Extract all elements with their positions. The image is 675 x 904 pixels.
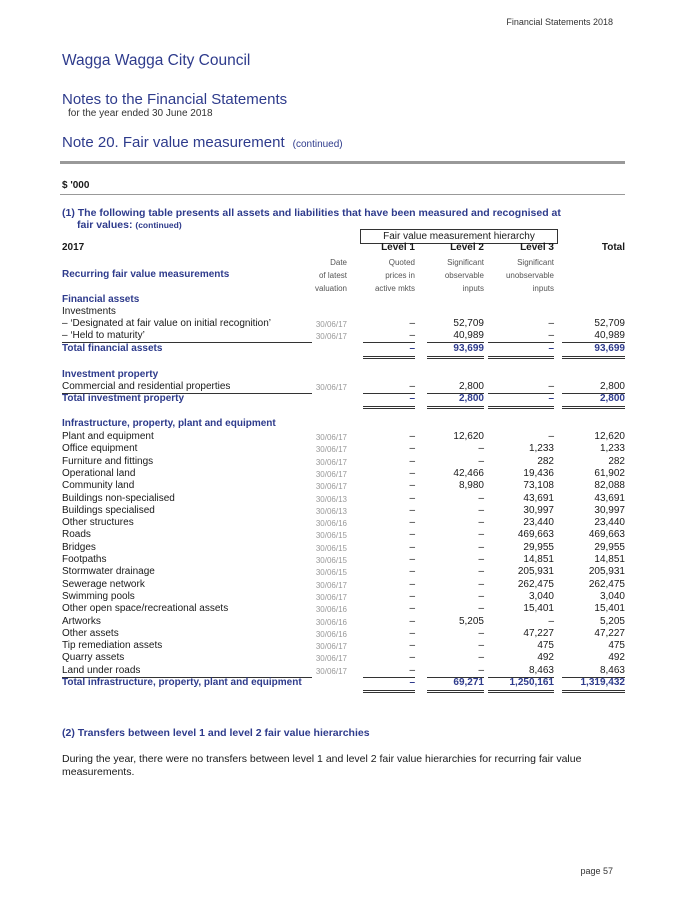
table-row-level1: – — [409, 664, 415, 676]
table-row-level1: – — [409, 381, 415, 392]
table-row-level3: – — [548, 381, 554, 392]
table-row-level2: – — [478, 541, 484, 553]
table-row-level1: – — [409, 566, 415, 578]
table-row-total: 262,475 — [588, 578, 625, 590]
table-row-level3: 8,463 — [528, 664, 554, 676]
table-row-label: Roads — [62, 529, 91, 541]
document-header: Financial Statements 2018 — [506, 17, 613, 27]
table-row-level2: – — [478, 590, 484, 602]
table-row-label: Bridges — [62, 541, 96, 553]
column-subheader: Significant — [517, 258, 554, 267]
unit-label: $ '000 — [62, 180, 90, 191]
notes-title: Notes to the Financial Statements — [62, 91, 288, 108]
table-row-total: 2,800 — [599, 381, 625, 392]
total-double-underline — [562, 406, 625, 409]
table-row-total: 61,902 — [594, 467, 625, 479]
table-row-label: Footpaths — [62, 554, 107, 565]
table-row-total: 52,709 — [594, 318, 625, 329]
total-double-underline — [363, 356, 415, 359]
section2-text: During the year, there were no transfers between level 1 and level 2 fair value hierarchies for recurring fair value measurements. — [62, 753, 582, 778]
total-double-underline — [562, 356, 625, 359]
table-row-total: 492 — [608, 652, 625, 664]
table-row-level3: 282 — [537, 455, 554, 467]
table-row-label: Operational land — [62, 467, 136, 479]
table-row-date: 30/06/17 — [315, 457, 347, 467]
table-row-total: 30,997 — [594, 504, 625, 516]
total-double-underline — [488, 690, 554, 693]
total-double-underline — [363, 690, 415, 693]
table-row-label: Other assets — [62, 627, 119, 639]
table-row-label: Other open space/recreational assets — [62, 603, 229, 615]
table-row-level3: 1,233 — [528, 443, 554, 455]
section-heading: Infrastructure, property, plant and equipment — [62, 418, 276, 429]
table-row-level2: – — [478, 443, 484, 455]
total-double-underline — [488, 356, 554, 359]
table-row-level3: – — [548, 615, 554, 627]
table-row-level1: – — [409, 431, 415, 442]
table-row-label: Buildings non-specialised — [62, 492, 175, 504]
table-row-level2: – — [478, 554, 484, 565]
section1-title — [62, 207, 622, 231]
table-row-level3: 23,440 — [523, 517, 554, 529]
table-row-date: 30/06/17 — [315, 383, 347, 392]
column-subheader: Quoted — [388, 258, 415, 267]
table-row-date: 30/06/15 — [315, 556, 347, 565]
section-total-label: Total financial assets — [62, 342, 163, 354]
table-row-total: 43,691 — [594, 492, 625, 504]
column-subheader: inputs — [462, 284, 484, 293]
table-row-total: 12,620 — [594, 431, 625, 442]
table-row-total: 3,040 — [599, 590, 625, 602]
section-total-level3: – — [548, 393, 554, 405]
table-row-total: 14,851 — [594, 554, 625, 565]
section2-title: (2) Transfers between level 1 and level 2 fair value hierarchies — [62, 727, 370, 739]
table-row-level2: 12,620 — [453, 431, 484, 442]
column-subheader: prices in — [385, 271, 415, 280]
section-total-total: 2,800 — [599, 393, 625, 405]
column-subheader: of latest — [318, 271, 347, 280]
table-row-level2: 5,205 — [458, 615, 484, 627]
section1-continued: (continued) — [135, 220, 182, 230]
table-row-level3: 30,997 — [523, 504, 554, 516]
total-double-underline — [427, 356, 484, 359]
table-row-level1: – — [409, 330, 415, 342]
top-divider — [60, 161, 625, 164]
table-row-level1: – — [409, 318, 415, 329]
column-subheader: valuation — [314, 284, 347, 293]
table-row-level3: 15,401 — [523, 603, 554, 615]
table-row-date: 30/06/17 — [315, 592, 347, 602]
section-heading: Investment property — [62, 369, 159, 380]
table-row-level1: – — [409, 480, 415, 492]
column-subheader: Significant — [447, 258, 484, 267]
table-row-level2: 52,709 — [453, 318, 484, 329]
table-row-level1: – — [409, 455, 415, 467]
table-row-level1: – — [409, 517, 415, 529]
table-row-date: 30/06/16 — [315, 519, 347, 529]
table-row-level2: – — [478, 627, 484, 639]
table-row-label: Commercial and residential properties — [62, 381, 231, 392]
section1-line1: (1) The following table presents all assets and liabilities that have been measured and recognised at — [62, 207, 561, 219]
table-row-level3: 19,436 — [523, 467, 554, 479]
table-row-level3: 47,227 — [523, 627, 554, 639]
table-row-level2: – — [478, 652, 484, 664]
table-row-level2: – — [478, 578, 484, 590]
period-subtitle: for the year ended 30 June 2018 — [68, 108, 213, 119]
table-row-level1: – — [409, 443, 415, 455]
table-row-label: Buildings specialised — [62, 504, 155, 516]
table-row-level2: 8,980 — [458, 480, 484, 492]
table-row-level2: – — [478, 492, 484, 504]
table-row-level1: – — [409, 615, 415, 627]
recurring-heading: Recurring fair value measurements — [62, 269, 230, 280]
table-row-level1: – — [409, 627, 415, 639]
total-double-underline — [427, 406, 484, 409]
table-row-level3: 73,108 — [523, 480, 554, 492]
table-row-date: 30/06/15 — [315, 568, 347, 578]
table-row-label: Swimming pools — [62, 590, 135, 602]
table-row-date: 30/06/17 — [315, 482, 347, 492]
table-row-date: 30/06/16 — [315, 617, 347, 627]
note-continued: (continued) — [292, 139, 343, 150]
table-row-total: 82,088 — [594, 480, 625, 492]
table-row-date: 30/06/17 — [315, 469, 347, 479]
table-row-label: Tip remediation assets — [62, 640, 163, 652]
table-row-label: Sewerage network — [62, 578, 145, 590]
table-row-date: 30/06/17 — [315, 332, 347, 342]
table-row-level2: – — [478, 504, 484, 516]
table-row-label: Furniture and fittings — [62, 455, 154, 467]
table-row-level2: 40,989 — [453, 330, 484, 342]
column-header-level1: Level 1 — [381, 242, 415, 253]
table-row-date: 30/06/13 — [315, 494, 347, 504]
table-row-date: 30/06/17 — [315, 580, 347, 590]
table-row-date: 30/06/15 — [315, 543, 347, 553]
column-header-level2: Level 2 — [450, 242, 484, 253]
table-row-date: 30/06/17 — [315, 654, 347, 664]
section-heading: Financial assets — [62, 294, 140, 305]
table-row-date: 30/06/17 — [315, 642, 347, 652]
table-row-level3: 492 — [537, 652, 554, 664]
table-row-label: Other structures — [62, 517, 134, 529]
table-row-level3: – — [548, 431, 554, 442]
section-total-label: Total investment property — [62, 393, 185, 405]
table-row-total: 282 — [608, 455, 625, 467]
table-row-label: – ‘Designated at fair value on initial recognition’ — [62, 318, 272, 329]
note-title — [62, 134, 343, 151]
table-row-level3: – — [548, 318, 554, 329]
table-row-level1: – — [409, 578, 415, 590]
section-total-level2: 69,271 — [453, 677, 484, 688]
section-total-total: 1,319,432 — [580, 677, 625, 688]
table-row-level2: – — [478, 529, 484, 541]
table-row-total: 29,955 — [594, 541, 625, 553]
column-subheader: unobservable — [505, 271, 554, 280]
table-row-level2: 2,800 — [458, 381, 484, 392]
table-row-level3: 469,663 — [517, 529, 554, 541]
table-row-total: 205,931 — [588, 566, 625, 578]
table-row-total: 23,440 — [594, 517, 625, 529]
section-subheading: Investments — [62, 306, 116, 317]
table-row-total: 1,233 — [599, 443, 625, 455]
table-row-level2: – — [478, 603, 484, 615]
table-row-date: 30/06/17 — [315, 320, 347, 329]
table-row-date: 30/06/17 — [315, 433, 347, 442]
table-row-label: Office equipment — [62, 443, 138, 455]
section-total-level2: 93,699 — [453, 342, 484, 354]
table-row-label: Quarry assets — [62, 652, 125, 664]
section-total-level3: 1,250,161 — [509, 677, 554, 688]
table-row-level2: – — [478, 640, 484, 652]
column-subheader: Date — [330, 258, 347, 267]
table-row-level3: 14,851 — [523, 554, 554, 565]
table-row-level1: – — [409, 554, 415, 565]
table-row-label: Community land — [62, 480, 135, 492]
table-row-label: Artworks — [62, 615, 101, 627]
table-row-label: Plant and equipment — [62, 431, 154, 442]
total-double-underline — [363, 406, 415, 409]
table-row-level3: 29,955 — [523, 541, 554, 553]
column-subheader: active mkts — [374, 284, 415, 293]
section-total-level1: – — [409, 677, 415, 688]
section-total-level1: – — [409, 342, 415, 354]
table-row-level2: – — [478, 664, 484, 676]
table-row-level1: – — [409, 492, 415, 504]
table-row-date: 30/06/17 — [315, 666, 347, 676]
table-row-total: 475 — [608, 640, 625, 652]
table-row-date: 30/06/13 — [315, 506, 347, 516]
column-subheader: inputs — [532, 284, 554, 293]
table-row-total: 47,227 — [594, 627, 625, 639]
table-row-level1: – — [409, 603, 415, 615]
table-row-total: 40,989 — [594, 330, 625, 342]
column-header-total: Total — [601, 242, 625, 253]
table-row-date: 30/06/16 — [315, 629, 347, 639]
section-total-label: Total infrastructure, property, plant and equipment — [62, 677, 302, 688]
table-row-level3: 43,691 — [523, 492, 554, 504]
table-row-level2: 42,466 — [453, 467, 484, 479]
table-row-level1: – — [409, 640, 415, 652]
table-row-level2: – — [478, 455, 484, 467]
table-row-level1: – — [409, 467, 415, 479]
column-header-year: 2017 — [62, 242, 85, 253]
table-row-level1: – — [409, 590, 415, 602]
table-row-level1: – — [409, 504, 415, 516]
table-row-total: 5,205 — [599, 615, 625, 627]
table-row-level2: – — [478, 566, 484, 578]
table-row-label: Land under roads — [62, 664, 141, 676]
section-total-total: 93,699 — [594, 342, 625, 354]
table-row-total: 469,663 — [588, 529, 625, 541]
note-title-text: Note 20. Fair value measurement — [62, 134, 285, 151]
unit-divider — [60, 194, 625, 195]
table-row-level1: – — [409, 529, 415, 541]
section-total-level3: – — [548, 342, 554, 354]
total-double-underline — [488, 406, 554, 409]
section-total-level1: – — [409, 393, 415, 405]
table-row-level1: – — [409, 652, 415, 664]
total-double-underline — [562, 690, 625, 693]
table-row-total: 15,401 — [594, 603, 625, 615]
table-row-level3: 475 — [537, 640, 554, 652]
section-total-level2: 2,800 — [458, 393, 484, 405]
hierarchy-box: Fair value measurement hierarchy — [360, 229, 558, 244]
table-row-level3: 205,931 — [517, 566, 554, 578]
column-header-level3: Level 3 — [520, 242, 554, 253]
table-row-level1: – — [409, 541, 415, 553]
section1-line2-text: fair values: — [77, 219, 133, 231]
table-row-level3: 262,475 — [517, 578, 554, 590]
table-row-total: 8,463 — [599, 664, 625, 676]
table-row-level3: – — [548, 330, 554, 342]
table-row-date: 30/06/15 — [315, 531, 347, 541]
table-row-date: 30/06/16 — [315, 605, 347, 615]
council-name: Wagga Wagga City Council — [62, 52, 251, 69]
column-subheader: observable — [444, 271, 484, 280]
total-double-underline — [427, 690, 484, 693]
table-row-level2: – — [478, 517, 484, 529]
table-row-label: Stormwater drainage — [62, 566, 155, 578]
page-number: page 57 — [580, 866, 613, 876]
table-row-label: – ‘Held to maturity’ — [62, 330, 145, 342]
table-row-level3: 3,040 — [528, 590, 554, 602]
table-row-date: 30/06/17 — [315, 445, 347, 455]
